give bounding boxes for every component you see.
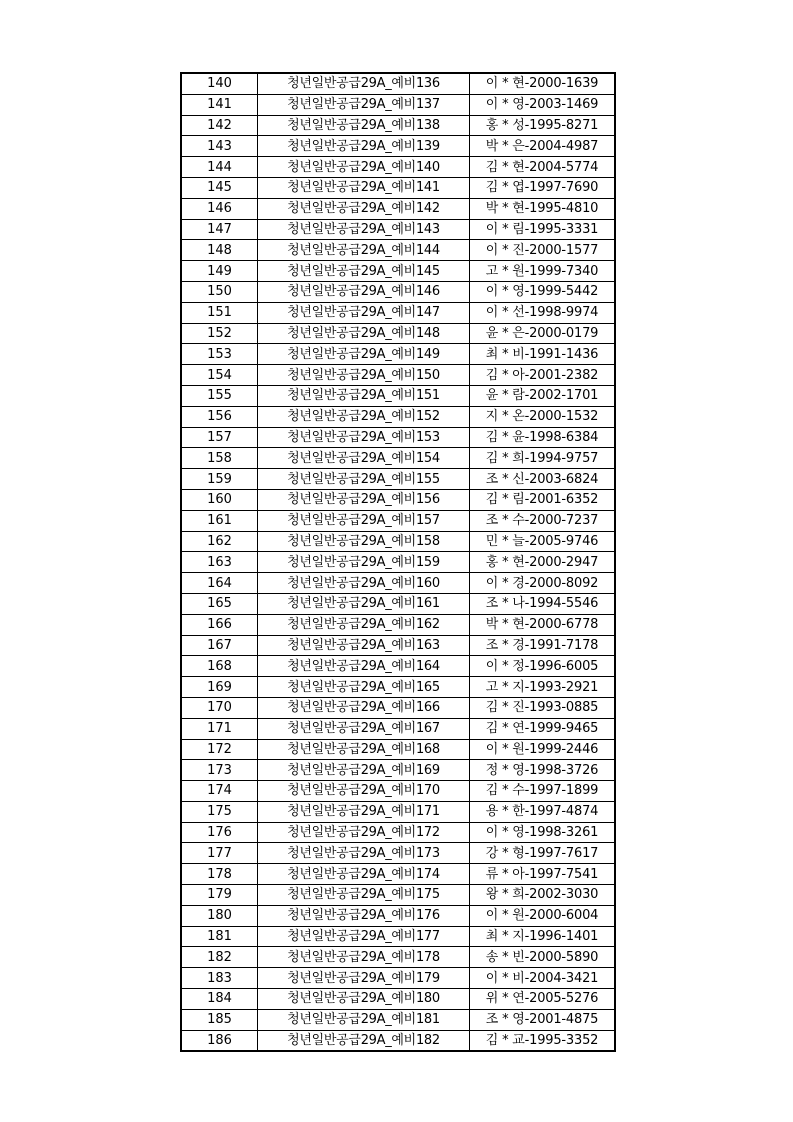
table-row xyxy=(181,593,615,614)
row-number-cell: 153 xyxy=(181,344,258,365)
row-number-cell: 177 xyxy=(181,843,258,864)
row-number-cell: 184 xyxy=(181,989,258,1010)
row-number-cell: 182 xyxy=(181,947,258,968)
applicant-category-cell: 청년일반공급29A_예비160 xyxy=(258,573,470,594)
applicant-category-cell: 청년일반공급29A_예비169 xyxy=(258,760,470,781)
table-row xyxy=(181,261,615,282)
applicant-name-cell: 윤 * 람-2002-1701 xyxy=(470,385,616,406)
table-row xyxy=(181,614,615,635)
applicant-name-cell: 김 * 연-1999-9465 xyxy=(470,718,616,739)
table-row xyxy=(181,365,615,386)
applicant-category-cell: 청년일반공급29A_예비180 xyxy=(258,989,470,1010)
applicant-category-cell: 청년일반공급29A_예비167 xyxy=(258,718,470,739)
applicant-category-cell: 청년일반공급29A_예비161 xyxy=(258,593,470,614)
applicant-name-cell: 이 * 경-2000-8092 xyxy=(470,573,616,594)
applicant-name-cell: 고 * 지-1993-2921 xyxy=(470,677,616,698)
row-number-cell: 147 xyxy=(181,219,258,240)
applicant-category-cell: 청년일반공급29A_예비150 xyxy=(258,365,470,386)
row-number-cell: 150 xyxy=(181,281,258,302)
applicant-category-cell: 청년일반공급29A_예비146 xyxy=(258,281,470,302)
applicant-name-cell: 박 * 현-1995-4810 xyxy=(470,198,616,219)
table-row xyxy=(181,469,615,490)
table-row xyxy=(181,136,615,157)
applicant-name-cell: 조 * 나-1994-5546 xyxy=(470,593,616,614)
applicant-name-cell: 강 * 형-1997-7617 xyxy=(470,843,616,864)
row-number-cell: 157 xyxy=(181,427,258,448)
applicant-category-cell: 청년일반공급29A_예비142 xyxy=(258,198,470,219)
row-number-cell: 170 xyxy=(181,697,258,718)
table-row xyxy=(181,198,615,219)
table-row xyxy=(181,885,615,906)
applicant-name-cell: 김 * 교-1995-3352 xyxy=(470,1030,616,1051)
reserve-list-table xyxy=(180,72,616,1052)
row-number-cell: 151 xyxy=(181,302,258,323)
applicant-name-cell: 이 * 영-1998-3261 xyxy=(470,822,616,843)
row-number-cell: 158 xyxy=(181,448,258,469)
applicant-category-cell: 청년일반공급29A_예비166 xyxy=(258,697,470,718)
applicant-name-cell: 김 * 림-2001-6352 xyxy=(470,489,616,510)
applicant-category-cell: 청년일반공급29A_예비136 xyxy=(258,73,470,94)
table-row xyxy=(181,822,615,843)
table-row xyxy=(181,219,615,240)
row-number-cell: 181 xyxy=(181,926,258,947)
applicant-name-cell: 김 * 윤-1998-6384 xyxy=(470,427,616,448)
row-number-cell: 141 xyxy=(181,94,258,115)
row-number-cell: 159 xyxy=(181,469,258,490)
applicant-name-cell: 이 * 진-2000-1577 xyxy=(470,240,616,261)
applicant-category-cell: 청년일반공급29A_예비163 xyxy=(258,635,470,656)
applicant-category-cell: 청년일반공급29A_예비143 xyxy=(258,219,470,240)
applicant-category-cell: 청년일반공급29A_예비151 xyxy=(258,385,470,406)
applicant-category-cell: 청년일반공급29A_예비139 xyxy=(258,136,470,157)
applicant-category-cell: 청년일반공급29A_예비165 xyxy=(258,677,470,698)
table-row xyxy=(181,781,615,802)
applicant-name-cell: 지 * 온-2000-1532 xyxy=(470,406,616,427)
applicant-category-cell: 청년일반공급29A_예비158 xyxy=(258,531,470,552)
row-number-cell: 143 xyxy=(181,136,258,157)
table-row xyxy=(181,240,615,261)
table-row xyxy=(181,947,615,968)
applicant-category-cell: 청년일반공급29A_예비175 xyxy=(258,885,470,906)
applicant-category-cell: 청년일반공급29A_예비141 xyxy=(258,177,470,198)
applicant-category-cell: 청년일반공급29A_예비154 xyxy=(258,448,470,469)
table-row xyxy=(181,573,615,594)
applicant-category-cell: 청년일반공급29A_예비173 xyxy=(258,843,470,864)
table-row xyxy=(181,531,615,552)
reserve-list-body xyxy=(181,73,615,1051)
row-number-cell: 185 xyxy=(181,1009,258,1030)
row-number-cell: 156 xyxy=(181,406,258,427)
row-number-cell: 174 xyxy=(181,781,258,802)
table-row xyxy=(181,115,615,136)
applicant-name-cell: 윤 * 은-2000-0179 xyxy=(470,323,616,344)
applicant-category-cell: 청년일반공급29A_예비148 xyxy=(258,323,470,344)
applicant-name-cell: 최 * 지-1996-1401 xyxy=(470,926,616,947)
applicant-category-cell: 청년일반공급29A_예비144 xyxy=(258,240,470,261)
applicant-name-cell: 최 * 비-1991-1436 xyxy=(470,344,616,365)
applicant-name-cell: 김 * 아-2001-2382 xyxy=(470,365,616,386)
row-number-cell: 165 xyxy=(181,593,258,614)
row-number-cell: 180 xyxy=(181,905,258,926)
table-row xyxy=(181,656,615,677)
row-number-cell: 168 xyxy=(181,656,258,677)
row-number-cell: 162 xyxy=(181,531,258,552)
row-number-cell: 172 xyxy=(181,739,258,760)
table-row xyxy=(181,385,615,406)
applicant-name-cell: 민 * 늘-2005-9746 xyxy=(470,531,616,552)
applicant-name-cell: 왕 * 희-2002-3030 xyxy=(470,885,616,906)
applicant-category-cell: 청년일반공급29A_예비157 xyxy=(258,510,470,531)
applicant-name-cell: 김 * 수-1997-1899 xyxy=(470,781,616,802)
applicant-name-cell: 홍 * 성-1995-8271 xyxy=(470,115,616,136)
applicant-category-cell: 청년일반공급29A_예비181 xyxy=(258,1009,470,1030)
table-row xyxy=(181,677,615,698)
table-row xyxy=(181,73,615,94)
applicant-name-cell: 고 * 원-1999-7340 xyxy=(470,261,616,282)
applicant-name-cell: 이 * 영-1999-5442 xyxy=(470,281,616,302)
applicant-name-cell: 김 * 엽-1997-7690 xyxy=(470,177,616,198)
applicant-category-cell: 청년일반공급29A_예비147 xyxy=(258,302,470,323)
table-row xyxy=(181,718,615,739)
table-row xyxy=(181,427,615,448)
applicant-category-cell: 청년일반공급29A_예비177 xyxy=(258,926,470,947)
row-number-cell: 140 xyxy=(181,73,258,94)
table-row xyxy=(181,281,615,302)
applicant-category-cell: 청년일반공급29A_예비172 xyxy=(258,822,470,843)
row-number-cell: 163 xyxy=(181,552,258,573)
applicant-category-cell: 청년일반공급29A_예비140 xyxy=(258,157,470,178)
applicant-category-cell: 청년일반공급29A_예비138 xyxy=(258,115,470,136)
table-row xyxy=(181,448,615,469)
applicant-name-cell: 이 * 원-1999-2446 xyxy=(470,739,616,760)
applicant-category-cell: 청년일반공급29A_예비171 xyxy=(258,801,470,822)
row-number-cell: 173 xyxy=(181,760,258,781)
row-number-cell: 169 xyxy=(181,677,258,698)
applicant-name-cell: 홍 * 현-2000-2947 xyxy=(470,552,616,573)
row-number-cell: 145 xyxy=(181,177,258,198)
row-number-cell: 148 xyxy=(181,240,258,261)
applicant-category-cell: 청년일반공급29A_예비164 xyxy=(258,656,470,677)
applicant-name-cell: 이 * 비-2004-3421 xyxy=(470,968,616,989)
table-row xyxy=(181,739,615,760)
row-number-cell: 142 xyxy=(181,115,258,136)
applicant-name-cell: 이 * 원-2000-6004 xyxy=(470,905,616,926)
applicant-category-cell: 청년일반공급29A_예비162 xyxy=(258,614,470,635)
table-row xyxy=(181,489,615,510)
row-number-cell: 176 xyxy=(181,822,258,843)
table-row xyxy=(181,1009,615,1030)
row-number-cell: 149 xyxy=(181,261,258,282)
applicant-name-cell: 김 * 현-2004-5774 xyxy=(470,157,616,178)
row-number-cell: 166 xyxy=(181,614,258,635)
table-row xyxy=(181,94,615,115)
table-row xyxy=(181,864,615,885)
table-row xyxy=(181,1030,615,1051)
row-number-cell: 161 xyxy=(181,510,258,531)
applicant-name-cell: 정 * 영-1998-3726 xyxy=(470,760,616,781)
row-number-cell: 164 xyxy=(181,573,258,594)
row-number-cell: 152 xyxy=(181,323,258,344)
applicant-category-cell: 청년일반공급29A_예비176 xyxy=(258,905,470,926)
applicant-category-cell: 청년일반공급29A_예비137 xyxy=(258,94,470,115)
applicant-name-cell: 박 * 은-2004-4987 xyxy=(470,136,616,157)
table-row xyxy=(181,843,615,864)
row-number-cell: 154 xyxy=(181,365,258,386)
applicant-category-cell: 청년일반공급29A_예비159 xyxy=(258,552,470,573)
applicant-category-cell: 청년일반공급29A_예비170 xyxy=(258,781,470,802)
applicant-category-cell: 청년일반공급29A_예비174 xyxy=(258,864,470,885)
applicant-name-cell: 김 * 희-1994-9757 xyxy=(470,448,616,469)
applicant-name-cell: 용 * 한-1997-4874 xyxy=(470,801,616,822)
applicant-name-cell: 송 * 빈-2000-5890 xyxy=(470,947,616,968)
applicant-name-cell: 김 * 진-1993-0885 xyxy=(470,697,616,718)
applicant-category-cell: 청년일반공급29A_예비182 xyxy=(258,1030,470,1051)
table-row xyxy=(181,323,615,344)
applicant-name-cell: 이 * 정-1996-6005 xyxy=(470,656,616,677)
row-number-cell: 175 xyxy=(181,801,258,822)
row-number-cell: 167 xyxy=(181,635,258,656)
applicant-category-cell: 청년일반공급29A_예비155 xyxy=(258,469,470,490)
applicant-name-cell: 이 * 림-1995-3331 xyxy=(470,219,616,240)
table-row xyxy=(181,344,615,365)
applicant-name-cell: 이 * 현-2000-1639 xyxy=(470,73,616,94)
applicant-name-cell: 조 * 경-1991-7178 xyxy=(470,635,616,656)
table-row xyxy=(181,926,615,947)
table-row xyxy=(181,406,615,427)
applicant-name-cell: 위 * 연-2005-5276 xyxy=(470,989,616,1010)
applicant-category-cell: 청년일반공급29A_예비152 xyxy=(258,406,470,427)
row-number-cell: 186 xyxy=(181,1030,258,1051)
applicant-category-cell: 청년일반공급29A_예비179 xyxy=(258,968,470,989)
applicant-name-cell: 류 * 아-1997-7541 xyxy=(470,864,616,885)
row-number-cell: 155 xyxy=(181,385,258,406)
row-number-cell: 144 xyxy=(181,157,258,178)
table-row xyxy=(181,302,615,323)
applicant-category-cell: 청년일반공급29A_예비145 xyxy=(258,261,470,282)
applicant-name-cell: 조 * 수-2000-7237 xyxy=(470,510,616,531)
table-row xyxy=(181,905,615,926)
table-row xyxy=(181,801,615,822)
applicant-category-cell: 청년일반공급29A_예비156 xyxy=(258,489,470,510)
table-row xyxy=(181,510,615,531)
table-row xyxy=(181,552,615,573)
table-row xyxy=(181,157,615,178)
applicant-name-cell: 조 * 신-2003-6824 xyxy=(470,469,616,490)
applicant-category-cell: 청년일반공급29A_예비168 xyxy=(258,739,470,760)
applicant-name-cell: 이 * 선-1998-9974 xyxy=(470,302,616,323)
table-row xyxy=(181,697,615,718)
table-row xyxy=(181,968,615,989)
row-number-cell: 178 xyxy=(181,864,258,885)
applicant-name-cell: 조 * 영-2001-4875 xyxy=(470,1009,616,1030)
applicant-name-cell: 이 * 영-2003-1469 xyxy=(470,94,616,115)
applicant-category-cell: 청년일반공급29A_예비149 xyxy=(258,344,470,365)
row-number-cell: 179 xyxy=(181,885,258,906)
row-number-cell: 146 xyxy=(181,198,258,219)
table-row xyxy=(181,760,615,781)
row-number-cell: 160 xyxy=(181,489,258,510)
table-row xyxy=(181,989,615,1010)
table-row xyxy=(181,177,615,198)
table-row xyxy=(181,635,615,656)
applicant-name-cell: 박 * 현-2000-6778 xyxy=(470,614,616,635)
row-number-cell: 171 xyxy=(181,718,258,739)
applicant-category-cell: 청년일반공급29A_예비153 xyxy=(258,427,470,448)
applicant-category-cell: 청년일반공급29A_예비178 xyxy=(258,947,470,968)
row-number-cell: 183 xyxy=(181,968,258,989)
